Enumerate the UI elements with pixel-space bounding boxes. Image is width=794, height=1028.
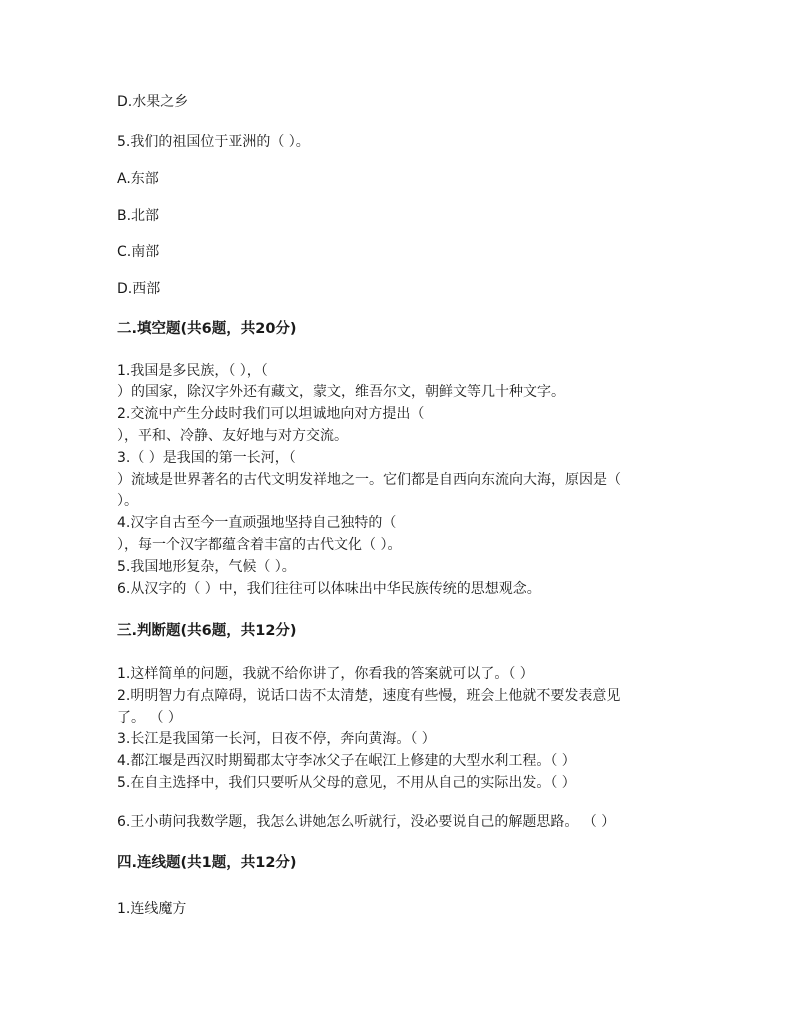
question-5-stem: 5.我们的祖国位于亚洲的（ ）。 (117, 134, 310, 150)
q5-option-c: C.南部 (117, 244, 160, 260)
fill-line: 2.交流中产生分歧时我们可以坦诚地向对方提出（ (117, 406, 425, 422)
fill-line: ）的国家，除汉字外还有藏文，蒙文，维吾尔文，朝鲜文等几十种文字。 (117, 384, 565, 400)
fill-line: 1.我国是多民族，（ ），（ (117, 363, 268, 379)
q5-option-b: B.北部 (117, 208, 160, 224)
section-2-heading: 二.填空题(共6题，共20分) (117, 321, 297, 337)
judge-line: 1.这样简单的问题，我就不给你讲了，你看我的答案就可以了。（ ） (117, 666, 534, 682)
judge-line: 5.在自主选择中，我们只要听从父母的意见，不用从自己的实际出发。（ ） (117, 775, 576, 791)
fill-line: 5.我国地形复杂，气候（ ）。 (117, 559, 296, 575)
fill-line: ）流域是世界著名的古代文明发祥地之一。它们都是自西向东流向大海，原因是（ (117, 472, 621, 488)
judge-line: 2.明明智力有点障碍，说话口齿不太清楚，速度有些慢，班会上他就不要发表意见 (117, 688, 621, 704)
q4-option-d: D.水果之乡 (117, 94, 189, 110)
q5-option-d: D.西部 (117, 281, 161, 297)
fill-line: ）。 (117, 493, 138, 509)
section-4-heading: 四.连线题(共1题，共12分) (117, 855, 297, 871)
fill-line: ），每一个汉字都蕴含着丰富的古代文化（ ）。 (117, 537, 402, 553)
judge-line: 6.王小萌问我数学题，我怎么讲她怎么听就行，没必要说自己的解题思路。 （ ） (117, 814, 616, 830)
fill-line: 6.从汉字的（ ）中，我们往往可以体味出中华民族传统的思想观念。 (117, 581, 541, 597)
q5-option-a: A.东部 (117, 171, 159, 187)
section-3-heading: 三.判断题(共6题，共12分) (117, 623, 297, 639)
fill-line: 4.汉字自古至今一直顽强地坚持自己独特的（ (117, 515, 397, 531)
fill-line: ），平和、冷静、友好地与对方交流。 (117, 428, 348, 444)
match-line: 1.连线魔方 (117, 901, 187, 917)
judge-line: 3.长江是我国第一长河，日夜不停，奔向黄海。（ ） (117, 731, 436, 747)
judge-line: 4.都江堰是西汉时期蜀郡太守李冰父子在岷江上修建的大型水利工程。（ ） (117, 753, 576, 769)
fill-line: 3.（ ）是我国的第一长河，（ (117, 450, 296, 466)
judge-line: 了。 （ ） (117, 710, 182, 726)
